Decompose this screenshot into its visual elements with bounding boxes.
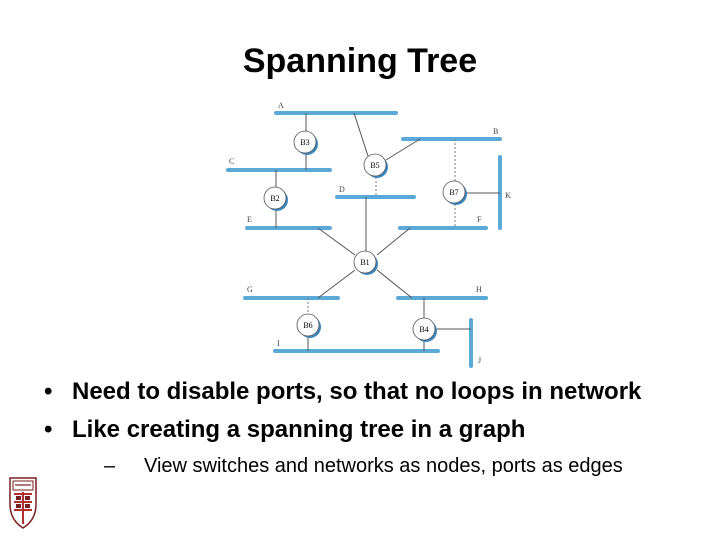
sub-bullet-item xyxy=(104,454,704,478)
link-b1-f xyxy=(377,228,410,255)
bridge-b7 xyxy=(443,181,467,205)
svg-text:B2: B2 xyxy=(270,194,280,203)
bullet-text: Need to disable ports, so that no loops in network xyxy=(72,378,642,405)
svg-text:B5: B5 xyxy=(370,161,380,170)
bullet-item xyxy=(44,378,704,406)
lan-label-d: D xyxy=(339,185,345,194)
bullet-marker: • xyxy=(44,378,53,405)
link-b5-a xyxy=(354,113,368,156)
bullet-marker: • xyxy=(44,416,53,443)
bridge-b3 xyxy=(294,131,318,155)
svg-text:B6: B6 xyxy=(303,321,313,330)
link-b1-e xyxy=(318,228,355,255)
spanning-tree-diagram xyxy=(220,96,510,372)
sub-bullet-text: View switches and networks as nodes, ports as edges xyxy=(144,455,623,477)
svg-text:B1: B1 xyxy=(360,258,370,267)
lan-segments xyxy=(228,113,500,366)
lan-label-b: B xyxy=(493,127,499,136)
link-b1-g xyxy=(318,270,355,298)
lan-label-c: C xyxy=(229,157,235,166)
bridge-b6 xyxy=(297,314,321,338)
university-shield-logo xyxy=(8,474,38,530)
link-b5-b xyxy=(386,139,420,160)
bullet-item xyxy=(44,416,704,444)
lan-label-k: K xyxy=(505,191,511,200)
bridge-b2 xyxy=(264,187,288,211)
svg-text:B4: B4 xyxy=(419,325,429,334)
bridge-b4 xyxy=(413,318,437,342)
lan-label-h: H xyxy=(476,285,482,294)
bridge-b1 xyxy=(354,251,378,275)
slide-title: Spanning Tree xyxy=(242,42,478,80)
link-b1-h xyxy=(377,270,412,298)
lan-label-e: E xyxy=(247,215,252,224)
lan-label-f: F xyxy=(477,215,482,224)
lan-label-i: I xyxy=(277,339,280,348)
lan-label-j: J xyxy=(478,356,482,365)
bridge-b5 xyxy=(364,154,388,178)
lan-label-g: G xyxy=(247,285,253,294)
svg-text:B7: B7 xyxy=(449,188,459,197)
sub-bullet-marker: – xyxy=(104,455,116,477)
bullet-text: Like creating a spanning tree in a graph xyxy=(72,416,526,443)
bullet-list xyxy=(44,378,704,478)
lan-label-a: A xyxy=(278,101,284,110)
svg-text:B3: B3 xyxy=(300,138,310,147)
